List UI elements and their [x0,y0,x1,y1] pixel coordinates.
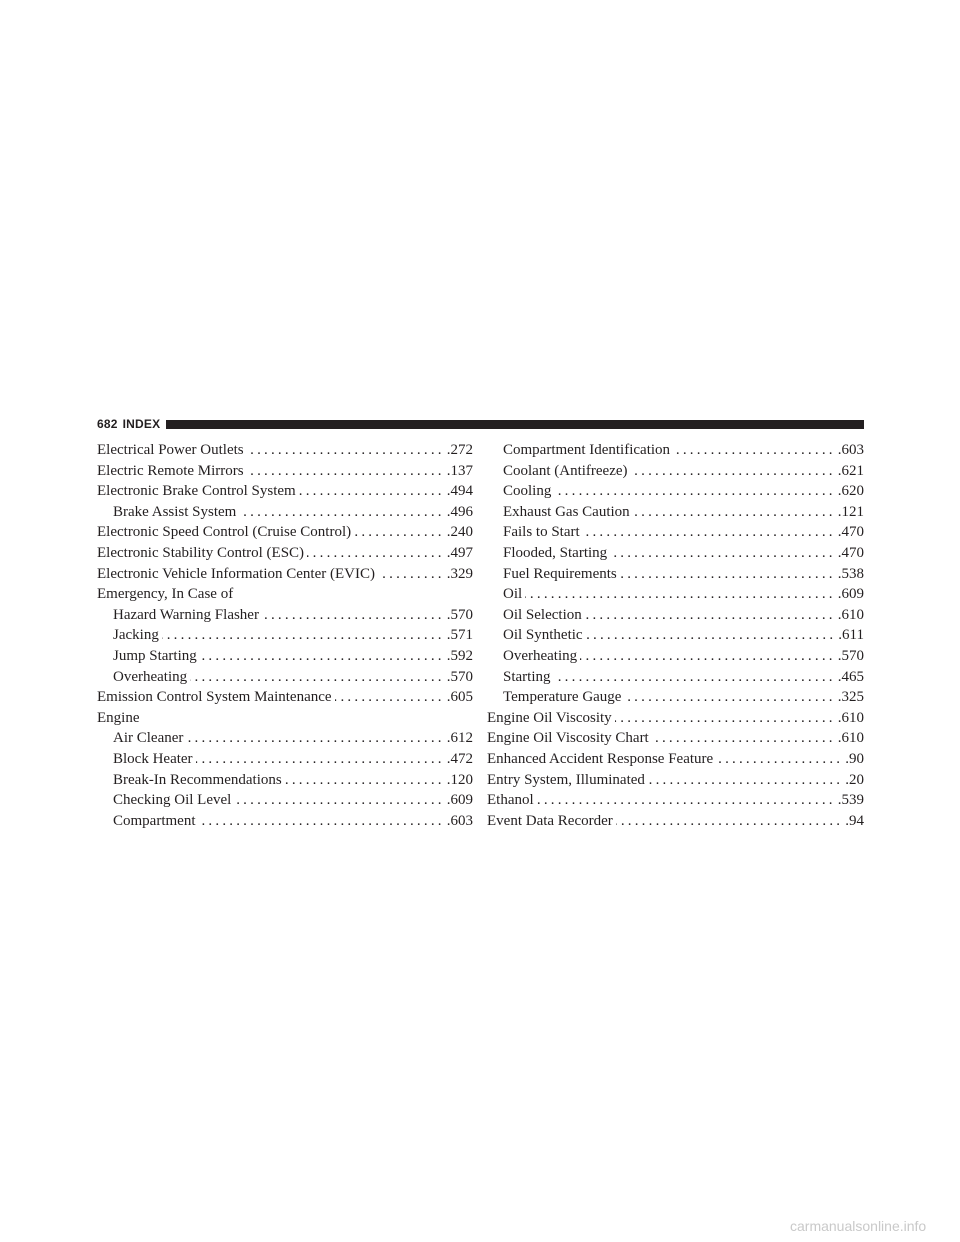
entry-page-number: .272 [446,442,473,458]
dot-leader [624,687,835,708]
entry-label: Overheating [113,668,188,685]
dot-leader [583,522,836,543]
dot-leader [247,440,445,461]
index-entry [97,481,473,502]
entry-label: Oil Synthetic [503,627,583,644]
entry-label: Engine Oil Viscosity [487,709,612,726]
entry-label: Engine Oil Viscosity Chart [487,730,649,747]
entry-label: Jump Starting [113,647,197,664]
index-entry [487,625,864,646]
entry-page-number: .121 [837,503,864,520]
index-entry [487,502,864,523]
dot-leader [162,625,445,646]
dot-leader [580,646,836,667]
section-title: INDEX [122,417,161,431]
index-entry [97,811,473,832]
entry-page-number: .497 [446,544,473,561]
index-entry [487,584,864,605]
entry-label: Electrical Power Outlets [97,442,244,458]
entry-page-number: .329 [446,565,473,582]
entry-page-number: .494 [446,483,473,500]
index-column-right [487,440,864,831]
entry-page-number: .603 [446,812,473,829]
entry-page-number: .472 [446,750,473,767]
dot-leader [554,481,835,502]
dot-leader [585,605,836,626]
entry-page-number: .120 [446,771,473,788]
index-entry [487,687,864,708]
entry-page-number: .570 [837,647,864,664]
dot-leader [616,811,843,832]
entry-label: Break-In Recommendations [113,771,282,788]
entry-label: Air Cleaner [113,730,184,747]
entry-label: Electronic Brake Control System [97,483,296,500]
entry-label: Coolant (Antifreeze) [503,462,628,479]
index-entry [487,790,864,811]
dot-leader [335,687,445,708]
index-entry [97,584,473,605]
index-entry [97,522,473,543]
entry-label: Compartment [113,812,196,829]
entry-page-number: .592 [446,647,473,664]
index-entry [97,728,473,749]
index-entry [487,749,864,770]
watermark: carmanualsonline.info [790,1218,927,1234]
dot-leader [186,728,444,749]
entry-label: Emergency, In Case of [97,586,234,603]
dot-leader [190,667,445,688]
entry-page-number: .610 [837,730,864,747]
entry-label: Electronic Vehicle Information Center (EVIC) [97,565,375,582]
dot-leader [299,481,445,502]
entry-label: Compartment Identification [503,442,671,458]
index-entry [97,667,473,688]
dot-leader [200,646,445,667]
dot-leader [716,749,843,770]
dot-leader [262,605,445,626]
entry-page-number: .94 [845,812,864,829]
index-entry [487,605,864,626]
entry-label: Ethanol [487,792,534,809]
header-rule [166,420,864,429]
entry-label: Oil [503,586,523,603]
dot-leader [648,770,843,791]
page-number: 682 [97,417,118,431]
index-entry [97,502,473,523]
dot-leader [199,811,445,832]
entry-page-number: .605 [446,689,473,706]
dot-leader [620,564,836,585]
index-entry [97,564,473,585]
entry-page-number: .240 [446,524,473,541]
dot-leader [247,461,445,482]
entry-page-number: .90 [845,750,864,767]
dot-leader [631,461,836,482]
entry-label: Electric Remote Mirrors [97,462,244,479]
index-entry [487,564,864,585]
entry-label: Overheating [503,647,578,664]
index-entry [97,625,473,646]
index-entry [487,646,864,667]
entry-label: Emission Control System Maintenance [97,689,332,706]
index-entry [487,543,864,564]
entry-label: Cooling [503,483,552,500]
index-entry [487,667,864,688]
entry-label: Oil Selection [503,606,582,623]
index-entry [97,605,473,626]
header-label [97,417,160,431]
entry-label: Fuel Requirements [503,565,617,582]
dot-leader [633,502,836,523]
index-entry [487,811,864,832]
entry-page-number: .603 [837,442,864,458]
index-entry [487,440,864,461]
index-entry [97,440,473,461]
index-entry [97,790,473,811]
index-column-left [97,440,473,831]
index-entry [487,728,864,749]
dot-leader [554,667,836,688]
dot-leader [537,790,836,811]
dot-leader [615,708,836,729]
entry-label: Fails to Start [503,524,580,541]
entry-page-number: .470 [837,544,864,561]
index-entry [97,708,473,729]
entry-page-number: .609 [446,792,473,809]
index-entry [487,708,864,729]
index-entry [97,646,473,667]
dot-leader [610,543,836,564]
entry-page-number: .470 [837,524,864,541]
entry-page-number: .612 [446,730,473,747]
entry-label: Checking Oil Level [113,792,232,809]
entry-label: Temperature Gauge [503,689,622,706]
page-header [97,417,864,431]
index-entry [487,770,864,791]
entry-page-number: .570 [446,668,473,685]
entry-label: Flooded, Starting [503,544,608,561]
entry-label: Enhanced Accident Response Feature [487,750,714,767]
entry-page-number: .620 [837,483,864,500]
entry-page-number: .496 [446,503,473,520]
index-entry [97,749,473,770]
entry-page-number: .611 [838,627,864,644]
entry-label: Hazard Warning Flasher [113,606,259,623]
entry-page-number: .20 [845,771,864,788]
dot-leader [525,584,836,605]
index-entry [97,461,473,482]
entry-page-number: .465 [837,668,864,685]
entry-label: Exhaust Gas Caution [503,503,630,520]
entry-label: Entry System, Illuminated [487,771,645,788]
index-entry [487,522,864,543]
entry-label: Electronic Speed Control (Cruise Control) [97,524,352,541]
entry-page-number: .137 [446,462,473,479]
dot-leader [285,770,445,791]
entry-label: Block Heater [113,750,193,767]
entry-page-number: .610 [837,606,864,623]
entry-page-number: .571 [446,627,473,644]
entry-label: Starting [503,668,551,685]
dot-leader [378,564,445,585]
dot-leader [354,522,445,543]
dot-leader [239,502,444,523]
index-entry [97,770,473,791]
entry-label: Event Data Recorder [487,812,613,829]
dot-leader [234,790,444,811]
dot-leader [652,728,836,749]
index-entry [97,543,473,564]
entry-label: Electronic Stability Control (ESC) [97,544,305,561]
entry-page-number: .609 [837,586,864,603]
dot-leader [307,543,445,564]
index-entry [97,687,473,708]
entry-page-number: .325 [837,689,864,706]
dot-leader [196,749,445,770]
dot-leader [586,625,837,646]
entry-label: Engine [97,709,140,726]
entry-label: Jacking [113,627,159,644]
entry-label: Brake Assist System [113,503,237,520]
entry-page-number: .570 [446,606,473,623]
index-entry [487,481,864,502]
dot-leader [673,440,836,461]
entry-page-number: .539 [837,792,864,809]
entry-page-number: .610 [837,709,864,726]
index-entry [487,461,864,482]
entry-page-number: .538 [837,565,864,582]
entry-page-number: .621 [837,462,864,479]
